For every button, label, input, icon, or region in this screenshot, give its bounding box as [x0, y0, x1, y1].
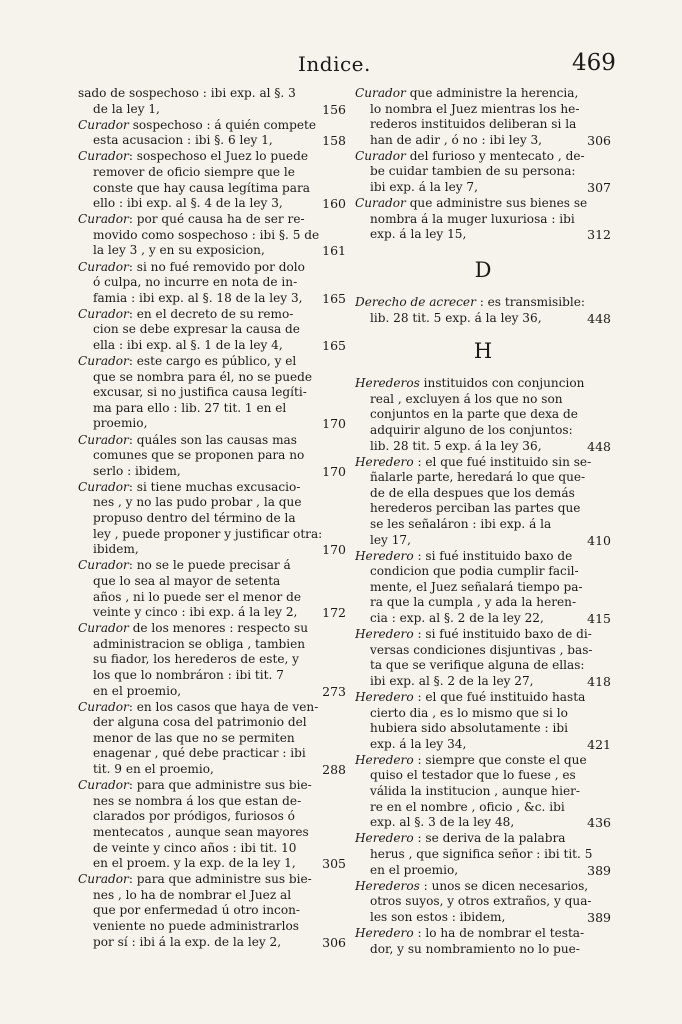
- running-title: Indice.: [298, 52, 371, 76]
- entry-page-reference: 448: [587, 438, 611, 454]
- entry-line: [78, 527, 346, 543]
- entry-line: [355, 407, 611, 423]
- entry-text: re en el nombre , oficio , &c. ibi: [370, 799, 565, 814]
- index-entry: [78, 433, 346, 480]
- entry-headword: Curador: [78, 872, 129, 887]
- entry-line: [355, 423, 611, 439]
- entry-line: [355, 295, 611, 311]
- entry-page-reference: 448: [587, 310, 611, 326]
- index-entry: [355, 690, 611, 752]
- entry-page-reference: 288: [322, 762, 346, 778]
- entry-line: [78, 574, 346, 590]
- entry-line: [355, 149, 611, 165]
- entry-line: [355, 753, 611, 769]
- entry-line: [78, 243, 346, 259]
- entry-line: [78, 228, 346, 244]
- entry-line: [355, 501, 611, 517]
- entry-page-reference: 307: [587, 180, 611, 196]
- entry-text: de los menores : respecto su: [128, 621, 309, 636]
- entry-text: ley 17,: [370, 532, 411, 547]
- entry-line: [78, 495, 346, 511]
- entry-line: [355, 879, 611, 895]
- entry-text: quiso el testador que lo fuese , es: [370, 768, 576, 783]
- entry-text: versas condiciones disjuntivas , bas-: [370, 642, 593, 657]
- entry-page-reference: 165: [322, 338, 346, 353]
- entry-text: cia : exp. al §. 2 de la ley 22,: [370, 611, 544, 626]
- entry-page-reference: 170: [322, 416, 346, 432]
- entry-page-reference: 170: [322, 542, 346, 558]
- entry-headword: Curador: [78, 306, 129, 321]
- entry-text: les son estos : ibidem,: [370, 909, 506, 924]
- entry-line: [78, 480, 346, 496]
- entry-line: [78, 872, 346, 888]
- entry-text: mente, el Juez señalará tiempo pa-: [370, 579, 583, 594]
- entry-text: : en el decreto de su remo-: [128, 306, 294, 321]
- entry-text: : unos se dicen necesarios,: [419, 878, 589, 893]
- entry-text: : es transmisible:: [475, 294, 585, 309]
- entry-headword: Heredero: [355, 831, 414, 846]
- entry-headword: Curador: [78, 479, 129, 494]
- entry-text: proemio,: [93, 416, 148, 431]
- entry-page-reference: 305: [322, 856, 346, 872]
- index-entry: [355, 196, 611, 243]
- entry-text: lo nombra el Juez mientras los he-: [370, 101, 580, 116]
- entry-line: [78, 542, 346, 558]
- entry-page-reference: 156: [322, 101, 346, 117]
- entry-line: [355, 706, 611, 722]
- entry-line: [355, 815, 611, 831]
- entry-text: : sospechoso el Juez lo puede: [128, 149, 308, 164]
- entry-text: ra que la cumpla , y ada la heren-: [370, 595, 577, 610]
- entry-text: de la ley 1,: [93, 101, 160, 116]
- entry-text: ó culpa, no incurre en nota de in-: [93, 275, 298, 290]
- entry-line: [355, 831, 611, 847]
- entry-page-reference: 389: [587, 909, 611, 925]
- entry-line: [355, 164, 611, 180]
- entry-line: [355, 533, 611, 549]
- entry-line: [78, 825, 346, 841]
- entry-line: [78, 118, 346, 134]
- entry-text: nes , y no las pudo probar , la que: [93, 495, 302, 510]
- entry-text: cion se debe expresar la causa de: [93, 322, 300, 337]
- entry-line: [355, 658, 611, 674]
- entry-line: [355, 517, 611, 533]
- entry-line: [355, 863, 611, 879]
- entry-line: [78, 102, 346, 118]
- entry-text: los que lo nombráron : ibi tit. 7: [93, 667, 284, 682]
- entry-text: enagenar , qué debe practicar : ibi: [93, 746, 306, 761]
- entry-line: [78, 919, 346, 935]
- entry-text: esta acusacion : ibi §. 6 ley 1,: [93, 133, 273, 148]
- entry-line: [78, 511, 346, 527]
- section-d-entries: [355, 295, 611, 326]
- entry-line: [78, 794, 346, 810]
- entry-line: [355, 86, 611, 102]
- entry-text: de veinte y cinco años : ibi tit. 10: [93, 840, 297, 855]
- entry-text: cierto dia , es lo mismo que si lo: [370, 705, 568, 720]
- entry-headword: Curador: [355, 86, 406, 100]
- index-entry: [78, 700, 346, 778]
- index-entry: [78, 621, 346, 699]
- entry-text: excusar, si no justifica causa legíti-: [93, 385, 307, 400]
- entry-headword: Curador: [78, 432, 129, 447]
- entry-text: años , ni lo puede ser el menor de: [93, 589, 302, 604]
- entry-page-reference: 273: [322, 683, 346, 699]
- entry-line: [78, 762, 346, 778]
- entry-text: ibidem,: [93, 542, 139, 557]
- entry-headword: Curador: [78, 259, 129, 274]
- entry-text: condicion que podia cumplir facil-: [370, 564, 579, 579]
- index-entry: [355, 926, 611, 957]
- entry-text: otros suyos, y otros extraños, y qua-: [370, 894, 592, 909]
- entry-text: instituidos con conjuncion: [419, 376, 585, 391]
- entry-line: [78, 291, 346, 307]
- entry-text: ma para ello : lib. 27 tit. 1 en el: [93, 400, 287, 415]
- entry-line: [78, 86, 346, 102]
- entry-page-reference: 161: [322, 243, 346, 259]
- index-entry: [355, 455, 611, 549]
- entry-text: ta que se verifique alguna de ellas:: [370, 658, 585, 673]
- entry-line: [78, 416, 346, 432]
- entry-text: : si fué instituido baxo de: [413, 548, 573, 563]
- entry-text: lib. 28 tit. 5 exp. á la ley 36,: [370, 310, 542, 325]
- entry-text: han de adir , ó no : ibi ley 3,: [370, 132, 543, 147]
- entry-text: serlo : ibidem,: [93, 463, 181, 478]
- index-entry: [355, 831, 611, 878]
- entry-line: [355, 674, 611, 690]
- entry-line: [78, 652, 346, 668]
- index-entry: [78, 558, 346, 620]
- entry-line: [78, 684, 346, 700]
- entry-text: tit. 9 en el proemio,: [93, 762, 214, 777]
- entry-line: [78, 370, 346, 386]
- entry-line: [355, 564, 611, 580]
- entry-headword: Heredero: [355, 925, 414, 940]
- entry-text: exp. á la ley 34,: [370, 736, 467, 751]
- entry-text: se les señaláron : ibi exp. á la: [370, 516, 552, 531]
- entry-line: [78, 841, 346, 857]
- entry-text: que por enfermedad ú otro incon-: [93, 903, 300, 918]
- entry-headword: Curador: [78, 354, 129, 369]
- entry-text: de de ella despues que los demás: [370, 485, 575, 500]
- entry-line: [78, 401, 346, 417]
- entry-text: nes , lo ha de nombrar el Juez al: [93, 887, 292, 902]
- entry-page-reference: 389: [587, 862, 611, 878]
- page-header: [0, 50, 682, 84]
- entry-text: su fiador, los herederos de este, y: [93, 652, 300, 667]
- entry-line: [78, 888, 346, 904]
- entry-line: [355, 196, 611, 212]
- entry-line: [355, 847, 611, 863]
- entry-text: remover de oficio siempre que le: [93, 164, 295, 179]
- entry-line: [355, 470, 611, 486]
- entry-line: [355, 549, 611, 565]
- entry-text: : por qué causa ha de ser re-: [128, 212, 305, 227]
- entry-line: [78, 260, 346, 276]
- index-entry: [78, 307, 346, 354]
- section-h-entries: [355, 376, 611, 957]
- index-entry: [355, 86, 611, 148]
- entry-text: : para que administre sus bie-: [128, 778, 312, 793]
- index-entry: [78, 872, 346, 950]
- entry-line: [355, 627, 611, 643]
- index-entry: [355, 753, 611, 831]
- entry-line: [355, 910, 611, 926]
- entry-text: que se nombra para él, no se puede: [93, 369, 313, 384]
- entry-line: [355, 784, 611, 800]
- right-column: [355, 86, 611, 957]
- index-entry: [78, 778, 346, 872]
- entry-line: [78, 935, 346, 951]
- entry-page-reference: 306: [322, 934, 346, 950]
- entry-line: [78, 338, 346, 354]
- entry-line: [355, 580, 611, 596]
- index-entry: [355, 549, 611, 627]
- entry-text: real , excluyen á los que no son: [370, 391, 563, 406]
- left-column: [78, 86, 346, 950]
- entry-page-reference: 170: [322, 463, 346, 479]
- entry-line: [355, 212, 611, 228]
- entry-text: del furioso y mentecato , de-: [405, 148, 585, 163]
- entry-headword: Curador: [78, 212, 129, 227]
- entry-headword: Herederos: [355, 878, 420, 893]
- entry-text: que lo sea al mayor de setenta: [93, 573, 281, 588]
- entry-text: : si fué instituido baxo de di-: [413, 627, 592, 642]
- entry-text: : si tiene muchas excusacio-: [128, 479, 301, 494]
- entry-text: que administre la herencia,: [405, 86, 579, 100]
- entry-text: dor, y su nombramiento no lo pue-: [370, 941, 580, 956]
- entry-line: [355, 117, 611, 133]
- entry-text: ello : ibi exp. al §. 4 de la ley 3,: [93, 196, 283, 211]
- entry-text: nombra á la muger luxuriosa : ibi: [370, 211, 575, 226]
- entry-headword: Curador: [78, 558, 129, 573]
- entry-line: [78, 856, 346, 872]
- entry-text: : se deriva de la palabra: [413, 831, 566, 846]
- entry-text: : si no fué removido por dolo: [128, 259, 305, 274]
- entry-text: : para que administre sus bie-: [128, 872, 312, 887]
- entry-line: [78, 731, 346, 747]
- entry-headword: Curador: [78, 621, 129, 636]
- entry-line: [355, 894, 611, 910]
- entry-line: [78, 212, 346, 228]
- entry-line: [355, 133, 611, 149]
- entry-text: veinte y cinco : ibi exp. á la ley 2,: [93, 605, 298, 620]
- entry-line: [78, 275, 346, 291]
- entry-line: [355, 942, 611, 958]
- entry-text: ibi exp. á la ley 7,: [370, 180, 478, 195]
- entry-line: [355, 455, 611, 471]
- section-letter-d: D: [474, 257, 492, 282]
- entry-text: : no se le puede precisar á: [128, 558, 291, 573]
- entry-text: : el que fué instituido hasta: [413, 690, 586, 704]
- entry-line: [78, 809, 346, 825]
- entry-text: en el proemio,: [93, 683, 182, 698]
- entry-line: [355, 643, 611, 659]
- entry-line: [355, 227, 611, 243]
- entry-text: propuso dentro del término de la: [93, 511, 296, 526]
- entry-line: [78, 668, 346, 684]
- entry-text: ella : ibi exp. al §. 1 de la ley 4,: [93, 338, 283, 352]
- index-entry: [78, 212, 346, 259]
- entry-headword: Curador: [78, 778, 129, 793]
- entry-line: [78, 605, 346, 621]
- entry-text: be cuidar tambien de su persona:: [370, 164, 576, 179]
- index-entry: [78, 149, 346, 211]
- entry-line: [78, 590, 346, 606]
- index-entry: [355, 295, 611, 326]
- entry-headword: Heredero: [355, 548, 414, 563]
- entry-line: [78, 715, 346, 731]
- entry-line: [355, 439, 611, 455]
- entry-line: [78, 385, 346, 401]
- entry-line: [78, 196, 346, 212]
- entry-headword: Herederos: [355, 376, 420, 391]
- entry-text: que administre sus bienes se: [405, 196, 588, 211]
- entry-text: válida la institucion , aunque hier-: [370, 784, 580, 799]
- entry-line: [78, 307, 346, 323]
- entry-text: veniente no puede administrarlos: [93, 918, 299, 933]
- entry-line: [355, 768, 611, 784]
- entry-text: administracion se obliga , tambien: [93, 636, 306, 651]
- index-entry: [78, 480, 346, 558]
- entry-text: : siempre que conste el que: [413, 752, 587, 767]
- index-entry: [355, 376, 611, 454]
- entry-page-reference: 421: [587, 736, 611, 752]
- entry-text: : el que fué instituido sin se-: [413, 454, 592, 469]
- entry-page-reference: 172: [322, 605, 346, 621]
- entry-line: [78, 322, 346, 338]
- entry-text: menor de las que no se permiten: [93, 730, 295, 745]
- entry-text: conste que hay causa legítima para: [93, 180, 310, 195]
- entry-line: [355, 737, 611, 753]
- entry-text: : este cargo es público, y el: [128, 354, 297, 369]
- entry-page-reference: 160: [322, 196, 346, 212]
- index-entry: [78, 118, 346, 149]
- entry-line: [355, 926, 611, 942]
- entry-line: [78, 621, 346, 637]
- entry-line: [78, 700, 346, 716]
- section-letter-h: H: [473, 339, 493, 364]
- entry-text: la ley 3 , y en su exposicion,: [93, 243, 265, 258]
- entry-line: [355, 311, 611, 327]
- entry-text: der alguna cosa del patrimonio del: [93, 715, 307, 730]
- entry-text: mentecatos , aunque sean mayores: [93, 824, 309, 839]
- entry-page-reference: 418: [587, 673, 611, 689]
- entry-line: [355, 611, 611, 627]
- entry-text: sado de sospechoso : ibi exp. al §. 3: [78, 86, 296, 100]
- entry-line: [355, 392, 611, 408]
- entry-headword: Derecho de acrecer: [355, 294, 476, 309]
- entry-headword: Curador: [78, 149, 129, 164]
- entry-text: hubiera sido absolutamente : ibi: [370, 721, 568, 736]
- entry-headword: Curador: [355, 196, 406, 211]
- entry-text: rederos instituidos deliberan si la: [370, 117, 577, 132]
- entry-text: conjuntos en la parte que dexa de: [370, 407, 578, 422]
- entry-text: ibi exp. al §. 2 de la ley 27,: [370, 673, 534, 688]
- entry-page-reference: 410: [587, 532, 611, 548]
- entry-headword: Curador: [78, 699, 129, 714]
- index-entry: [355, 149, 611, 196]
- entry-text: nes se nombra á los que estan de-: [93, 793, 302, 808]
- entry-text: : en los casos que haya de ven-: [128, 699, 319, 714]
- index-entry: [355, 879, 611, 926]
- entry-line: [78, 746, 346, 762]
- index-entry: [355, 627, 611, 689]
- entry-line: [78, 165, 346, 181]
- entry-line: [355, 376, 611, 392]
- entry-page-reference: 436: [587, 815, 611, 831]
- entry-headword: Heredero: [355, 454, 414, 469]
- entry-text: sospechoso : á quién compete: [128, 117, 317, 132]
- index-entry: [78, 86, 346, 117]
- entry-line: [78, 181, 346, 197]
- entry-line: [78, 558, 346, 574]
- entry-text: ley , puede proponer y justificar otra:: [93, 526, 323, 541]
- index-entry: [78, 354, 346, 432]
- entry-page-reference: 158: [322, 133, 346, 149]
- entry-text: por sí : ibi á la exp. de la ley 2,: [93, 934, 282, 949]
- page-number: 469: [572, 50, 616, 76]
- entry-headword: Curador: [78, 117, 129, 132]
- entry-line: [78, 903, 346, 919]
- entry-line: [355, 800, 611, 816]
- entry-line: [78, 133, 346, 149]
- entry-line: [78, 637, 346, 653]
- entry-headword: Heredero: [355, 752, 414, 767]
- entry-line: [355, 690, 611, 706]
- entry-line: [355, 180, 611, 196]
- entry-text: ñalarle parte, heredará lo que que-: [370, 470, 586, 485]
- entry-line: [355, 486, 611, 502]
- entry-text: comunes que se proponen para no: [93, 448, 305, 463]
- entry-text: lib. 28 tit. 5 exp. á la ley 36,: [370, 438, 542, 453]
- entry-text: adquirir alguno de los conjuntos:: [370, 422, 573, 437]
- entry-text: herus , que significa señor : ibi tit. 5: [370, 846, 593, 861]
- entry-text: herederos perciban las partes que: [370, 501, 581, 516]
- entry-text: en el proem. y la exp. de la ley 1,: [93, 856, 296, 871]
- entry-headword: Heredero: [355, 627, 414, 642]
- entry-text: movido como sospechoso : ibi §. 5 de: [93, 227, 320, 242]
- entry-line: [355, 595, 611, 611]
- entry-line: [78, 433, 346, 449]
- entry-line: [355, 102, 611, 118]
- entry-text: en el proemio,: [370, 862, 459, 877]
- entry-text: famia : ibi exp. al §. 18 de la ley 3,: [93, 290, 303, 305]
- entry-page-reference: 415: [587, 611, 611, 627]
- entry-line: [78, 149, 346, 165]
- entry-line: [78, 778, 346, 794]
- entry-text: clarados por pródigos, furiosos ó: [93, 809, 295, 824]
- entry-text: exp. á la ley 15,: [370, 227, 467, 242]
- entry-line: [78, 354, 346, 370]
- entry-line: [78, 448, 346, 464]
- entry-headword: Heredero: [355, 690, 414, 704]
- entry-text: : quáles son las causas mas: [128, 432, 297, 447]
- entry-text: exp. al §. 3 de la ley 48,: [370, 815, 515, 830]
- entry-page-reference: 312: [587, 227, 611, 243]
- index-entry: [78, 260, 346, 307]
- right-top-entries: [355, 86, 611, 243]
- entry-page-reference: 306: [587, 132, 611, 148]
- entry-text: : lo ha de nombrar el testa-: [413, 925, 585, 940]
- entry-line: [355, 721, 611, 737]
- entry-page-reference: 165: [322, 290, 346, 306]
- entry-headword: Curador: [355, 148, 406, 163]
- entry-line: [78, 464, 346, 480]
